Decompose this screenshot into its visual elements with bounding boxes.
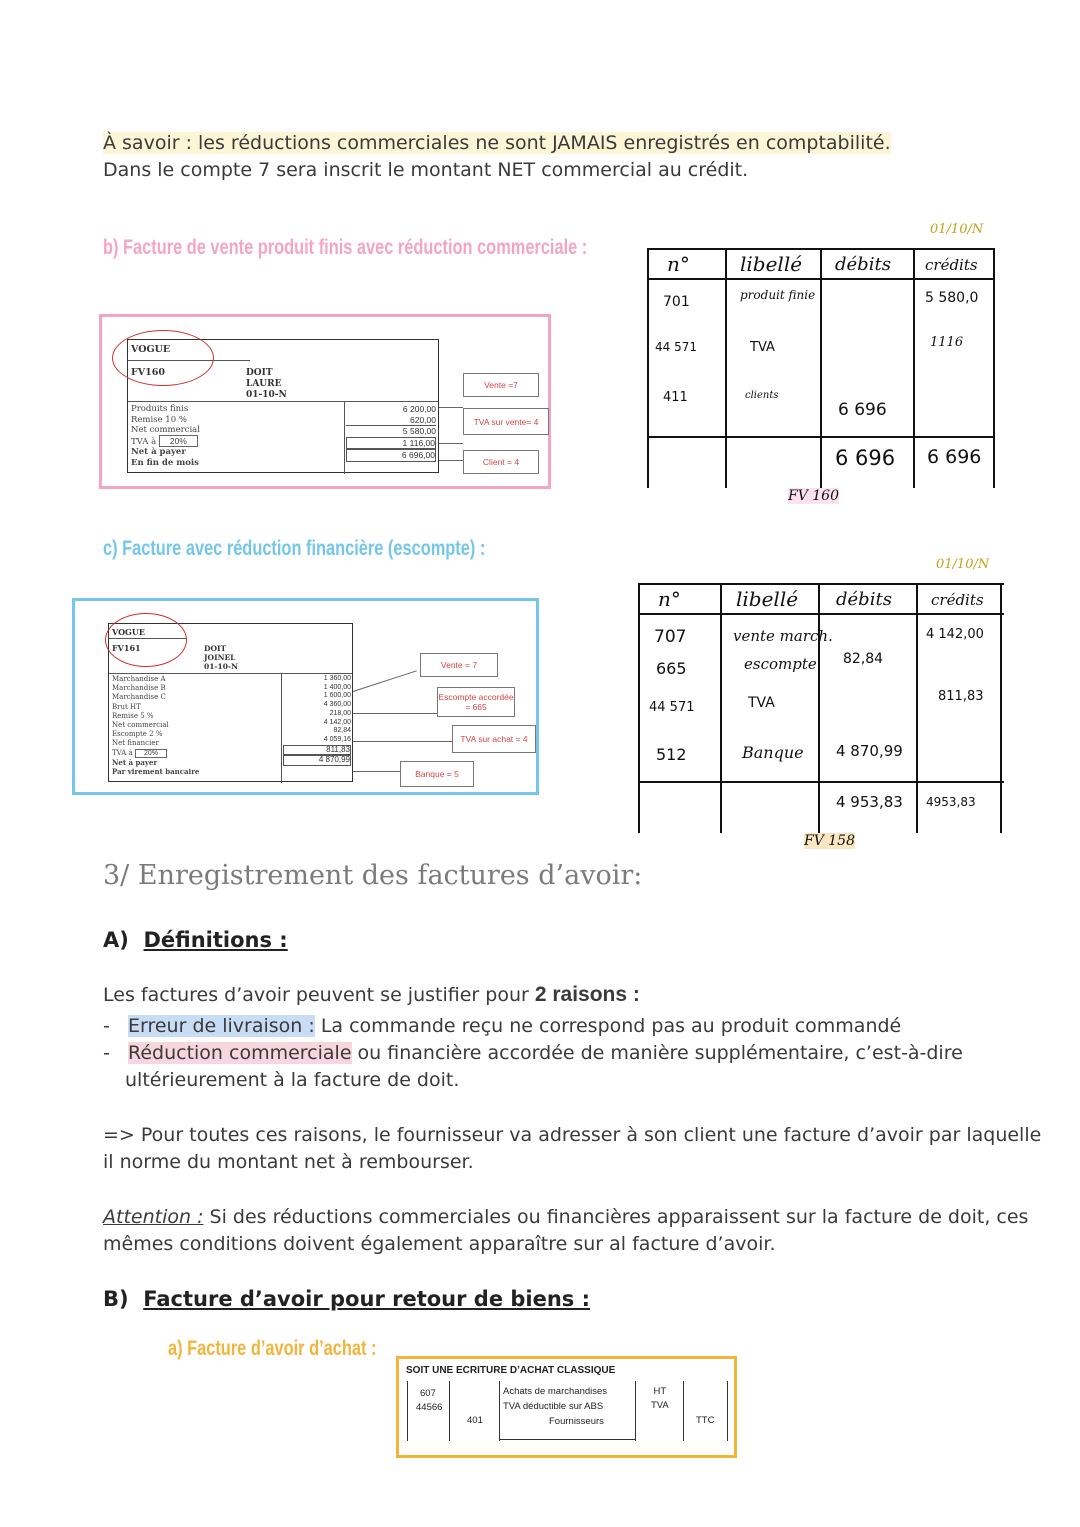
row1-credit: 4 142,00 xyxy=(926,627,984,642)
section-b2-heading: B) Facture d’avoir pour retour de biens : xyxy=(103,1287,591,1311)
row1-n: 701 xyxy=(663,294,690,310)
tag-client: Client = 4 xyxy=(463,450,539,474)
tag-vente: Vente =7 xyxy=(463,373,539,397)
row1-n: 707 xyxy=(654,627,687,647)
bullet-2: - Réduction commerciale ou financière accordée de manière supplémentaire, c’est-à-dire xyxy=(103,1042,963,1064)
row2-debit: 82,84 xyxy=(843,651,884,667)
header-n: n° xyxy=(667,252,690,276)
row2-credit: 1116 xyxy=(930,335,964,350)
row1-credit: 5 580,0 xyxy=(925,290,979,306)
tag-banque: Banque = 5 xyxy=(400,761,474,787)
invoice-number: FV160 xyxy=(131,367,165,378)
achat-classique-box xyxy=(396,1356,737,1458)
tag-tva: TVA sur vente= 4 xyxy=(463,408,549,435)
tag-escompte: Escompte accordée = 665 xyxy=(437,687,515,717)
journal-fv158 xyxy=(636,555,1006,855)
row3-n: 44 571 xyxy=(649,700,695,715)
row2-lib: TVA xyxy=(750,340,775,355)
invoice-lines: Marchandise A Marchandise B Marchandise C Brut HT Remise 5 % Net commercial Escompte 2 % Net financier TVA à 20% Net à payer Par virement bancaire xyxy=(112,675,200,777)
header-libelle: libellé xyxy=(736,587,799,611)
header-n: n° xyxy=(658,587,681,611)
invoice-number: FV161 xyxy=(112,643,141,653)
row1-lib: vente march. xyxy=(733,627,833,645)
section-b2-title: Facture d’avoir pour retour de biens : xyxy=(143,1287,591,1311)
total-debit: 6 696 xyxy=(835,446,896,470)
total-credit: 4953,83 xyxy=(926,795,976,809)
invoice-fv160-frame xyxy=(99,314,551,489)
tag-tva: TVA sur achat = 4 xyxy=(452,725,536,753)
box-acc-401: 401 xyxy=(467,1415,483,1426)
box-labels: Achats de marchandises TVA déductible sur ABS Fournisseurs xyxy=(503,1386,608,1427)
row3-debit: 6 696 xyxy=(838,400,887,420)
highlight-ellipse xyxy=(112,330,214,386)
invoice-recipient: DOIT LAURE 01-10-N xyxy=(246,368,287,400)
bullet-list xyxy=(103,1013,963,1094)
box-accounts: 607 44566 xyxy=(416,1388,443,1413)
header-libelle: libellé xyxy=(740,252,803,276)
section-a-heading: A) Définitions : xyxy=(103,928,288,952)
section-c-title: c) Facture avec réduction financière (escompte) : xyxy=(103,537,486,560)
journal-ref: FV 160 xyxy=(788,488,839,504)
attention-label: Attention : xyxy=(103,1206,204,1228)
invoice-recipient: DOIT JOINEL 01-10-N xyxy=(204,644,238,671)
sub-a-title: a) Facture d’avoir d’achat : xyxy=(168,1337,377,1360)
invoice-company: VOGUE xyxy=(112,627,145,637)
invoice-company: VOGUE xyxy=(131,344,171,355)
section-b-title: b) Facture de vente produit finis avec réduction commerciale : xyxy=(103,236,588,259)
total-credit: 6 696 xyxy=(927,446,982,468)
paragraph-attention: Attention : Si des réductions commerciales ou financières apparaissent sur la facture de doit, ces mêmes conditions doivent également apparaître sur al facture d’avoir. xyxy=(103,1206,1029,1255)
row3-credit: 811,83 xyxy=(938,689,984,704)
invoice-amounts: 6 200,00 620,00 5 580,00 1 116,00 6 696,00 xyxy=(346,404,436,462)
row1-lib: produit finie xyxy=(740,288,816,302)
row4-n: 512 xyxy=(656,745,687,764)
journal-date: 01/10/N xyxy=(936,557,990,572)
invoice-amounts: 1 360,00 1 400,00 1 600,00 4 360,00 218,00 4 142,00 82,84 4 059,16 811,83 4 870,99 xyxy=(283,675,351,766)
bullet-1: - Erreur de livraison : La commande reçu ne correspond pas au produit commandé xyxy=(103,1015,902,1037)
tag-vente: Vente = 7 xyxy=(420,653,498,677)
part3-title: 3/ Enregistrement des factures d’avoir: xyxy=(103,860,643,891)
header-debits: débits xyxy=(836,589,892,610)
section-a-intro: Les factures d’avoir peuvent se justifier pour 2 raisons : xyxy=(103,983,640,1006)
row2-n: 44 571 xyxy=(655,340,697,354)
intro-line-2: Dans le compte 7 sera inscrit le montant NET commercial au crédit. xyxy=(103,159,749,181)
highlight-ellipse xyxy=(105,613,187,667)
bullet-2-continued: ultérieurement à la facture de doit. xyxy=(125,1069,460,1091)
total-debit: 4 953,83 xyxy=(836,793,903,811)
intro-text xyxy=(103,130,891,184)
journal-date: 01/10/N xyxy=(930,222,984,237)
box-cols: HT TVA xyxy=(651,1386,669,1411)
journal-fv160 xyxy=(645,220,995,510)
paragraph-raisons: => Pour toutes ces raisons, le fournisseur va adresser à son client une facture d’avoir par laquelle il norme du montant net à rembourser. xyxy=(103,1124,1042,1173)
row3-lib: clients xyxy=(745,390,779,401)
box-col-ttc: TTC xyxy=(696,1415,715,1426)
row4-lib: Banque xyxy=(742,743,804,762)
section-a-title: Définitions : xyxy=(143,928,288,952)
header-credits: crédits xyxy=(925,256,978,274)
header-debits: débits xyxy=(835,254,891,275)
intro-line-1: À savoir : les réductions commerciales ne sont JAMAIS enregistrés en comptabilité. xyxy=(103,132,891,154)
journal-ref: FV 158 xyxy=(804,833,855,849)
invoice-fv161-frame xyxy=(72,598,539,795)
box-title: SOIT UNE ECRITURE D’ACHAT CLASSIQUE xyxy=(406,1365,616,1376)
row3-lib: TVA xyxy=(748,695,775,711)
row4-debit: 4 870,99 xyxy=(836,742,903,760)
header-credits: crédits xyxy=(931,591,984,609)
row3-n: 411 xyxy=(663,390,688,405)
invoice-lines: Produits finis Remise 10 % Net commercial TVA à 20% Net à payer En fin de mois xyxy=(131,404,200,468)
row2-n: 665 xyxy=(656,659,687,678)
row2-lib: escompte xyxy=(744,655,817,673)
